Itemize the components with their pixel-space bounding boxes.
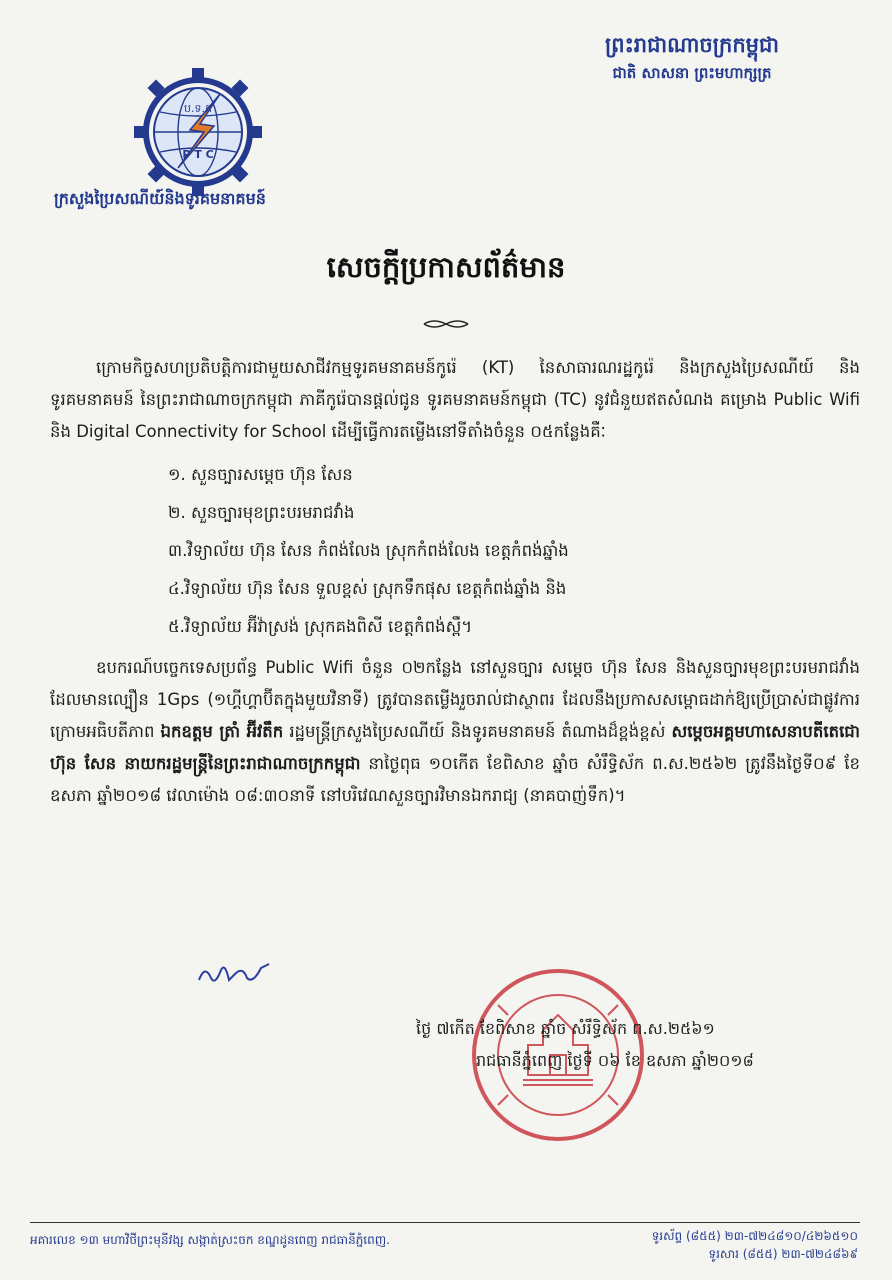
announcement-body	[50, 352, 860, 812]
ministry-name: ក្រសួងប្រៃសណីយ៍និងទូរគមនាគមន៍	[54, 189, 266, 208]
details-text-b: រដ្ឋមន្ត្រីក្រសួងប្រៃសណីយ៍ និងទូរគមនាគមន៍ តំណាងដ៏ខ្ពង់ខ្ពស់	[289, 722, 666, 741]
details-text-c: នាថ្ងៃពុធ ១០កើត ខែពិសាខ ឆ្នាំច សំរឹទ្ធិស័ក ព.ស.២៥៦២ ត្រូវនឹងថ្ងៃទី០៩ ខែឧសភា ឆ្នាំ២០១៨ វេលាម៉ោង ០៨:៣០នាទី នៅបរិវេណសួនច្បារវិមានឯករាជ្យ (នាគបាញ់ទឹក)។	[50, 754, 860, 805]
ministry-logo	[128, 60, 268, 200]
document-title: សេចក្តីប្រកាសព័ត៌មាន	[326, 250, 566, 284]
solar-date: រាជធានីភ្នំពេញ ថ្ងៃទី ០៦ ខែ ឧសភា ឆ្នាំ២០១៨	[476, 1051, 754, 1070]
initial-signature	[195, 960, 275, 988]
details-text-a: ឧបករណ៍បច្ចេកទេសប្រព័ន្ធ Public Wifi ចំនួន ០២កន្លែង នៅសួនច្បារ សម្តេច ហ៊ុន សែន និងសួនច្បារមុខព្រះបរមរាជវាំង ដែលមានល្បឿន 1Gps (១ហ្គីហ្គាប៊ីតក្នុងមួយវិនាទី) ត្រូវបានតម្លើងរួចរាល់ជាស្ថាពរ ដែលនឹងប្រកាសសម្ពោធដាក់ឱ្យប្រើប្រាស់ជាផ្លូវការក្រោមអធិបតីភាព	[50, 658, 860, 741]
footer-divider	[30, 1222, 860, 1223]
logo-text-bottom: P T C	[182, 148, 214, 161]
location-item: ៤.វិទ្យាល័យ ហ៊ុន សែន ទួលខ្ពស់ ស្រុកទឹកផុស ខេត្តកំពង់ឆ្នាំង និង	[168, 579, 567, 598]
kingdom-name: ព្រះរាជាណាចក្រកម្ពុជា	[604, 33, 779, 57]
national-motto: ជាតិ សាសនា ព្រះមហាក្សត្រ	[612, 64, 772, 82]
kingdom-header	[592, 30, 792, 86]
footer-address: អគារលេខ ១៣ មហាវិថីព្រះមុនីវង្ស សង្កាត់ស្រះចក ខណ្ឌដូនពេញ រាជធានីភ្នំពេញ.	[30, 1233, 390, 1247]
details-paragraph	[50, 652, 860, 812]
location-list	[50, 456, 860, 646]
footer-phone: ទូរស័ព្ទ (៨៥៥) ២៣-៧២៤៨១០/៤២៦៥១០	[651, 1229, 858, 1243]
location-item: ៣.វិទ្យាល័យ ហ៊ុន សែន កំពង់លែង ស្រុកកំពង់លែង ខេត្តកំពង់ឆ្នាំង	[168, 541, 569, 560]
footer-fax: ទូរសារ (៨៥៥) ២៣-៧២៤៨៦៩	[708, 1247, 858, 1261]
lunar-date: ថ្ងៃ ៧កើត ខែពិសាខ ឆ្នាំច សំរឹទ្ធិស័ក ព.ស.២៥៦១	[416, 1019, 715, 1038]
prime-minister-name: សម្តេចអគ្គមហាសេនាបតីតេជោ ហ៊ុន សែន នាយករដ្ឋមន្ត្រីនៃព្រះរាជាណាចក្រកម្ពុជា	[50, 722, 861, 773]
location-item: ៥.វិទ្យាល័យ អ៊ីវ៉ាស្រង់ ស្រុកគងពិសី ខេត្តកំពង់ស្ពឺ។	[168, 617, 473, 636]
minister-name: ឯកឧត្តម ត្រាំ អ៊ីវតឹក	[160, 722, 284, 741]
title-ornament	[422, 318, 470, 330]
location-item: ២. សួនច្បារមុខព្រះបរមរាជវាំង	[168, 503, 355, 522]
location-item: ១. សួនច្បារសម្តេច ហ៊ុន សែន	[168, 465, 353, 484]
logo-text-top: ប.ទ.គ	[184, 102, 212, 115]
intro-paragraph: ក្រោមកិច្ចសហប្រតិបត្តិការជាមួយសាជីវកម្មទូរគមនាគមន៍កូរ៉េ (KT) នៃសាធារណរដ្ឋកូរ៉េ និងក្រសួងប្រៃសណីយ៍ និង ទូរគមនាគមន៍ នៃព្រះរាជាណាចក្រកម្ពុជា ភាគីកូរ៉េបានផ្តល់ជូន ទូរគមនាគមន៍កម្ពុជា (TC) នូវជំនួយឥតសំណង គម្រោង Public Wifi និង Digital Connectivity for School ដើម្បីធ្វើការតម្លើងនៅទីតាំងចំនួន ០៥កន្លែងគឺៈ	[50, 358, 860, 441]
